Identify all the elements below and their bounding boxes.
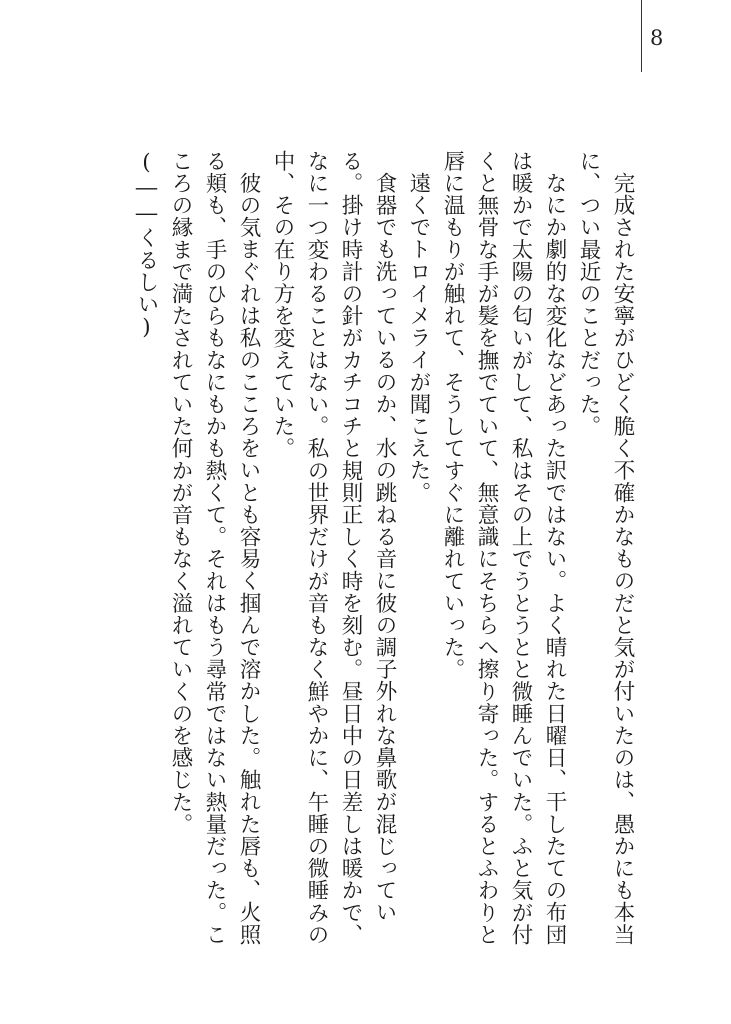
body-text [129,150,639,950]
page-number: 8 [650,26,664,50]
paragraph-4: 食器でも洗っているのか、水の跳ねる音に彼の調子外れな鼻歌が混じっている。掛け時計の針がカチコチと規則正しく時を刻む。昼日中の日差しは暖かで、なに一つ変わることはない。私の世界だけが音もなく鮮やかに、午睡の微睡みの中、その在り方を変えていた。 [270,150,397,946]
paragraph-3: 遠くでトロイメライが聞こえた。 [406,171,431,503]
page-number-rule [641,0,642,72]
paragraph-2: なにか劇的な変化などあった訳ではない。よく晴れた日曜日、干したての布団は暖かで太陽の匂いがして、私はその上でうとうとと微睡んでいた。ふと気が付くと無骨な手が髪を撫でていて、無意識にそちらへ擦り寄った。するとふわりと唇に温もりが触れて、そうしてすぐに離れていった。 [440,150,567,946]
paragraph-5: 彼の気まぐれは私のこころをいとも容易く掴んで溶かした。触れた唇も、火照る頬も、手のひらもなにもかも熱くて。それはもう尋常ではない熱量だった。こころの縁まで満たされていた何かが音もなく溢れていくのを感じた。 [168,150,261,946]
paragraph-6: (――くるしい) [134,150,159,341]
paragraph-1: 完成された安寧がひどく脆く不確かなものだと気が付いたのは、愚かにも本当に、つい最近のことだった。 [576,150,635,945]
